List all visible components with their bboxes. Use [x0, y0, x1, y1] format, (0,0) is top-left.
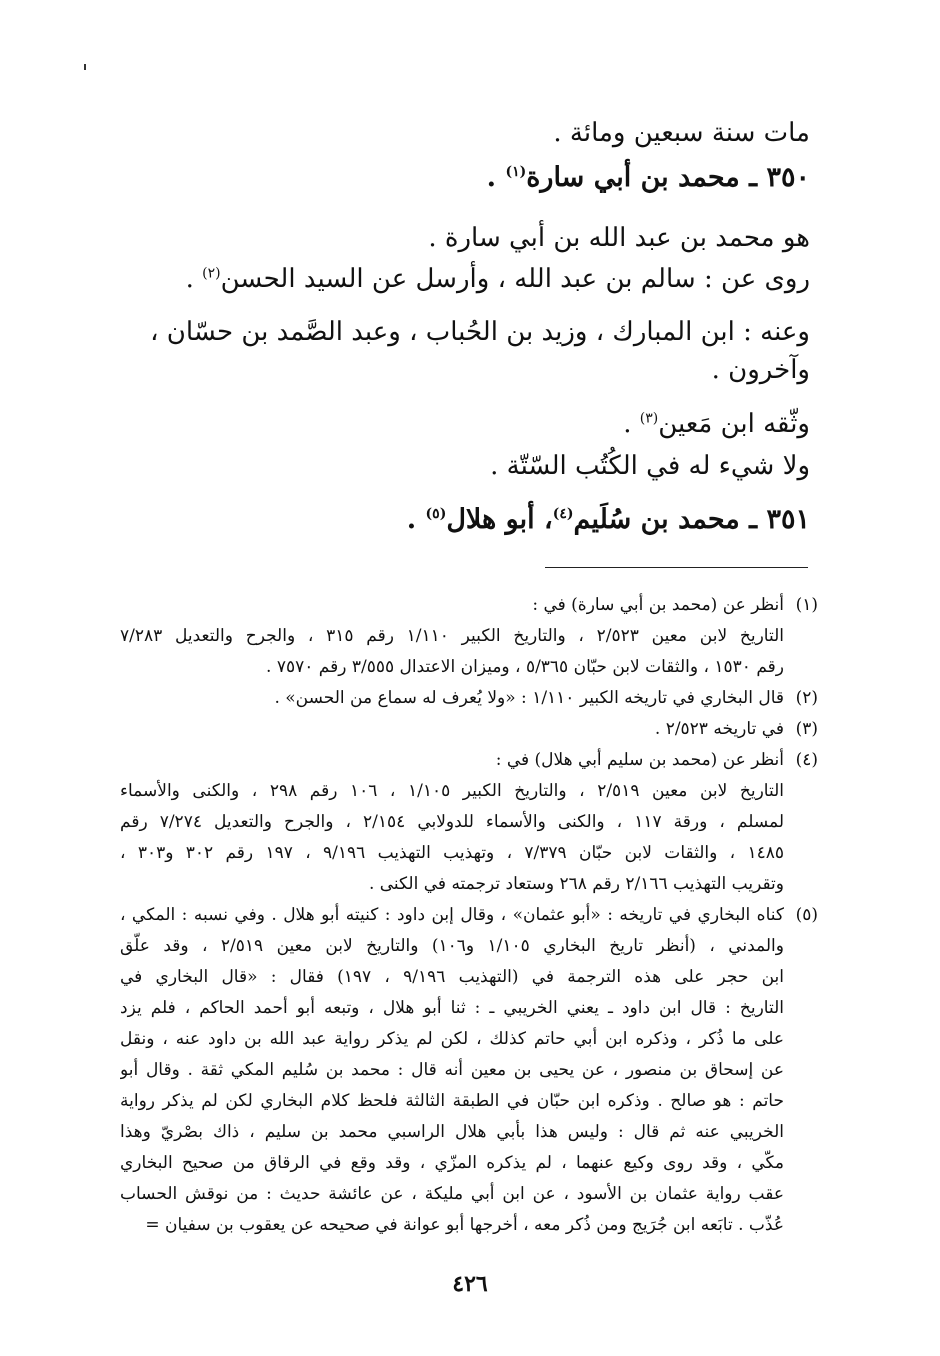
footnote-line: حاتم : هو صالح . وذكره ابن حبّان في الطبقة الثالثة فلحظ كلام البخاري لكن لم يذكر رواية	[120, 1091, 784, 1111]
footnote-ref-2[interactable]: (٢)	[202, 265, 221, 282]
footnote-line: التاريخ لابن معين ٢/٥١٩ ، والتاريخ الكبير ١/١٠٥ ، ١٠٦ رقم ٢٩٨ ، والكنى والأسماء	[120, 781, 784, 801]
footnote-number: (١)	[795, 595, 818, 615]
entry-350-title: ٣٥٠ ـ محمد بن أبي سارة	[526, 162, 810, 193]
footnote-line: والمدني ، (أنظر تاريخ البخاري ١/١٠٥ و١٠٦) والتاريخ لابن معين ٢/٥١٩ ، وقد علّق	[120, 936, 784, 956]
footnote-line: الخريبي عنه ثم قال : وليس هذا بأبي هلال الراسبي محمد بن سليم ، ذاك بصْريّ وهذا	[120, 1122, 784, 1142]
footnote-ref-3[interactable]: (٣)	[639, 410, 659, 427]
footnote-line: رقم ١٥٣٠ ، والثقات لابن حبّان ٥/٣٦٥ ، وميزان الاعتدال ٣/٥٥٥ رقم ٧٥٧٠ .	[266, 657, 784, 677]
trust-tail: .	[623, 409, 640, 439]
footnote-line: مكّي ، وقد روى وكيع عنهما ، لم يذكره المزّي ، وقد وقع في الرقاق من صحيح البخاري	[120, 1153, 784, 1173]
footnote-line: على ما ذُكر ، وذكره ابن أبي حاتم كذلك ، لكن لم يذكر رواية عبد الله بن داود عنه ، ونقل	[120, 1029, 784, 1049]
body-line-students-2: وآخرون .	[711, 355, 810, 385]
footnote-ref-5[interactable]: (٥)	[425, 506, 447, 522]
entry-351-kunya: ، أبو هلال	[446, 504, 553, 535]
body-line-identity: هو محمد بن عبد الله بن أبي سارة .	[428, 223, 810, 253]
body-line-death: مات سنة سبعين ومائة .	[553, 118, 810, 148]
footnote-4	[120, 745, 818, 900]
entry-350-heading	[120, 158, 810, 198]
narrates-tail: .	[185, 264, 203, 294]
entry-351-heading	[120, 500, 810, 540]
footnote-2	[120, 683, 818, 714]
footnotes	[120, 590, 818, 1241]
entry-351-title: ٣٥١ ـ محمد بن سُلَيم	[573, 504, 810, 535]
stray-ink-mark	[84, 64, 86, 70]
body-line-narrates	[120, 259, 810, 299]
body-line-students-1: وعنه : ابن المبارك ، وزيد بن الحُباب ، وعبد الصَّمد بن حسّان ،	[150, 317, 810, 347]
footnote-number: (٤)	[795, 750, 818, 770]
footnote-divider	[545, 567, 808, 568]
page-number: ٤٢٦	[452, 1271, 488, 1297]
footnote-line: كناه البخاري في تاريخه : «أبو عثمان» ، وقال إبن داود : كنيته أبو هلال . وفي نسبه : المكي ،	[120, 905, 784, 925]
footnote-3	[120, 714, 818, 745]
footnote-line: ١٤٨٥ ، والثقات لابن حبّان ٧/٣٧٩ ، وتهذيب التهذيب ٩/١٩٦ ، ١٩٧ رقم ٣٠٢ و٣٠٣ ،	[120, 843, 784, 863]
body-line-six-books: ولا شيء له في الكُتُب السّتّة .	[490, 451, 810, 481]
footnote-line: التاريخ : قال ابن داود ـ يعني الخريبي ـ : ثنا أبو هلال ، وتبعه أبو أحمد الحاكم ، فلم يزد	[120, 998, 784, 1018]
footnote-ref-1[interactable]: (١)	[505, 164, 527, 180]
footnote-line: وتقريب التهذيب ٢/١٦٦ رقم ٢٦٨ وستعاد ترجمته في الكنى .	[368, 874, 784, 894]
footnote-line: في تاريخه ٢/٥٢٣ .	[654, 719, 784, 739]
footnote-line: عُذّب . تابَعه ابن جُرَيج ومن ذُكر معه ، أخرجها أبو عوانة في صحيحه عن يعقوب بن سفيان =	[145, 1215, 784, 1235]
footnote-line: لمسلم ، ورقة ١١٧ ، والكنى والأسماء للدولابي ٢/١٥٤ ، والجرح والتعديل ٧/٢٧٤ رقم	[120, 812, 784, 832]
narrates-text: روى عن : سالم بن عبد الله ، وأرسل عن السيد الحسن	[220, 264, 810, 294]
entry-350-tail: .	[486, 162, 506, 193]
footnote-line: أنظر عن (محمد بن أبي سارة) في :	[532, 595, 784, 615]
footnote-line: قال البخاري في تاريخه الكبير ١/١١٠ : «ولا يُعرف له سماع من الحسن» .	[274, 688, 784, 708]
footnote-number: (٢)	[795, 688, 818, 708]
footnote-number: (٥)	[795, 905, 818, 925]
footnote-line: ابن حجر على هذه الترجمة في (التهذيب ٩/١٩٦ ، ١٩٧) فقال : «قال البخاري في	[120, 967, 784, 987]
footnote-number: (٣)	[795, 719, 818, 739]
footnote-line: عن إسحاق بن منصور ، عن يحيى بن معين أنه قال : محمد بن سُليم المكي ثقة . وقال أبو	[120, 1060, 784, 1080]
footnote-5	[120, 900, 818, 1241]
trust-text: وثّقه ابن مَعين	[658, 409, 810, 439]
entry-351-tail: .	[406, 504, 426, 535]
body-line-trust	[120, 404, 810, 444]
footnote-line: التاريخ لابن معين ٢/٥٢٣ ، والتاريخ الكبير ١/١١٠ رقم ٣١٥ ، والجرح والتعديل ٧/٢٨٣	[120, 626, 784, 646]
footnote-ref-4[interactable]: (٤)	[552, 506, 574, 522]
footnote-line: عقب رواية عثمان بن الأسود ، عن ابن أبي مليكة ، عن عائشة حديث : من نوقش الحساب	[120, 1184, 784, 1204]
footnote-1	[120, 590, 818, 683]
footnote-line: أنظر عن (محمد بن سليم أبي هلال) في :	[495, 750, 784, 770]
